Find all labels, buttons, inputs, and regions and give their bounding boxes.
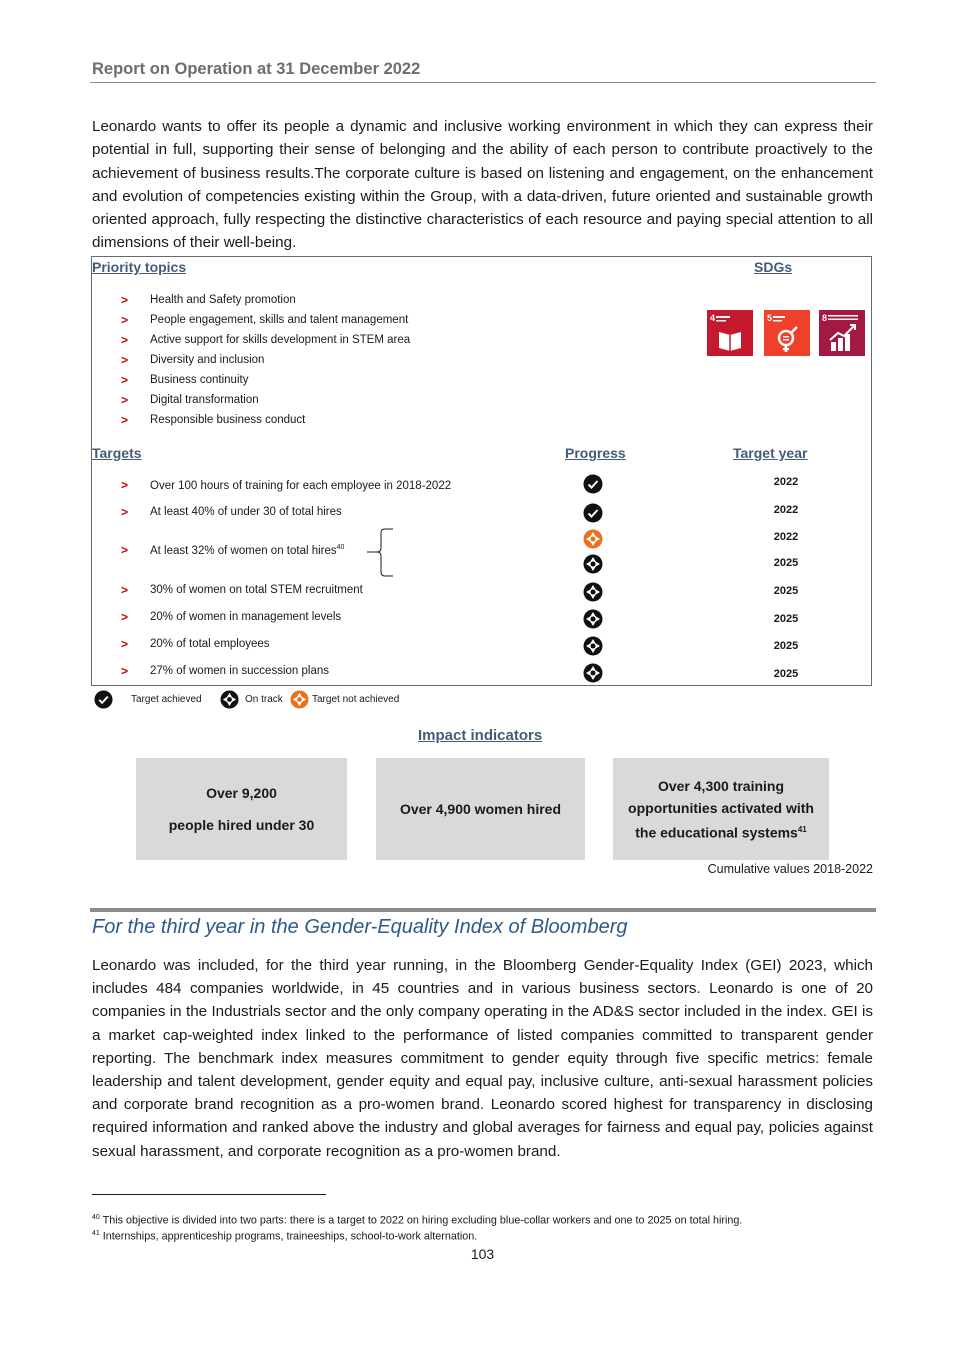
footnote-ref: 40 <box>336 544 345 551</box>
target-item: 27% of women in succession plans <box>150 665 329 677</box>
target-item: At least 40% of under 30 of total hires <box>150 506 342 518</box>
priority-topic-item: People engagement, skills and talent management <box>150 314 409 326</box>
target-item: 30% of women on total STEM recruitment <box>150 584 363 596</box>
target-achieved-icon <box>583 474 603 499</box>
chevron-icon: > <box>121 393 129 407</box>
svg-text:8: 8 <box>822 313 828 323</box>
page-number: 103 <box>470 1246 495 1262</box>
priority-topic-item: Health and Safety promotion <box>150 294 296 306</box>
target-year-value: 2025 <box>773 640 799 652</box>
footnote-ref: 41 <box>797 824 807 834</box>
priority-topic-item: Responsible business conduct <box>150 414 306 426</box>
impact-card-value: Over 4,900 women hired <box>399 801 562 817</box>
target-year-heading: Target year <box>733 445 808 461</box>
target-achieved-icon <box>583 503 603 528</box>
target-not-achieved-icon <box>583 529 603 554</box>
impact-card-label: opportunities activated with <box>628 799 814 816</box>
on-track-icon <box>583 582 603 607</box>
cumulative-note: Cumulative values 2018-2022 <box>707 862 873 876</box>
sdg-8-decent-work-icon <box>819 310 865 356</box>
target-year-value: 2025 <box>773 557 799 569</box>
chevron-icon: > <box>121 333 129 347</box>
chevron-icon: > <box>121 637 129 651</box>
svg-text:4: 4 <box>710 313 716 323</box>
target-year-value: 2022 <box>773 476 799 488</box>
intro-paragraph: Leonardo wants to offer its people a dynamic and inclusive working environment in which they can express their potential in full, supporting their sense of belonging and the ability of each person to contribute proactively to the achievement of business results.The corporate culture is based on listening and engagement, on the enhancement and evolution of competencies existing within the Group, with a data-driven, future oriented and sustainable growth oriented approach, fully respecting the distinctive characteristics of each resource and paying special attention to all dimensions of their well-being. <box>92 118 873 252</box>
priority-topic-item: Business continuity <box>150 374 249 386</box>
sdg-5-gender-equality-icon <box>764 310 810 356</box>
sdg-4-quality-education-icon <box>707 310 753 356</box>
target-year-value: 2022 <box>773 531 799 543</box>
chevron-icon: > <box>121 505 129 519</box>
section-divider <box>90 908 876 912</box>
chevron-icon: > <box>121 478 129 492</box>
split-bracket <box>367 528 397 583</box>
legend-achieved-label: Target achieved <box>131 694 202 705</box>
footnote-40 <box>92 1214 742 1227</box>
chevron-icon: > <box>121 313 129 327</box>
target-item: 20% of women in management levels <box>150 611 342 623</box>
page-header-title: Report on Operation at 31 December 2022 <box>92 60 421 78</box>
target-year-value: 2025 <box>773 668 799 680</box>
priority-topic-item: Digital transformation <box>150 394 259 406</box>
impact-indicators-heading: Impact indicators <box>418 727 543 744</box>
priority-topics-heading: Priority topics <box>92 259 187 275</box>
priority-topic-item: Diversity and inclusion <box>150 354 265 366</box>
chevron-icon: > <box>121 373 129 387</box>
impact-card-label: the educational systems <box>635 824 798 841</box>
impact-card-label: people hired under 30 <box>168 817 315 833</box>
impact-card-hired-under-30 <box>136 758 347 860</box>
sdgs-heading: SDGs <box>754 259 793 275</box>
svg-text:5: 5 <box>767 313 773 323</box>
on-track-icon <box>583 609 603 634</box>
target-item: Over 100 hours of training for each employee in 2018-2022 <box>150 480 452 492</box>
footnote-text: Internships, apprenticeship programs, traineeships, school-to-work alternation. <box>99 1230 478 1243</box>
priority-topic-item: Active support for skills development in STEM area <box>150 334 411 346</box>
legend-not-achieved-label: Target not achieved <box>312 694 400 705</box>
legend-on-track-label: On track <box>245 694 283 705</box>
chevron-icon: > <box>121 543 129 557</box>
on-track-icon <box>583 636 603 661</box>
footnote-mark: 40 <box>92 1214 100 1221</box>
target-item-text: At least 32% of women on total hires <box>150 544 337 557</box>
progress-heading: Progress <box>565 445 626 461</box>
targets-heading: Targets <box>92 445 142 461</box>
chevron-icon: > <box>121 293 129 307</box>
impact-card-value: Over 4,300 training <box>657 777 785 794</box>
target-item <box>150 544 344 557</box>
footnote-mark: 41 <box>92 1230 100 1237</box>
target-year-value: 2025 <box>773 585 799 597</box>
chevron-icon: > <box>121 353 129 367</box>
footnote-41 <box>92 1230 477 1243</box>
chevron-icon: > <box>121 610 129 624</box>
chevron-icon: > <box>121 413 129 427</box>
on-track-icon <box>220 690 239 714</box>
target-year-value: 2025 <box>773 613 799 625</box>
target-item: 20% of total employees <box>150 638 270 650</box>
impact-card-women-hired <box>376 758 585 860</box>
target-not-achieved-icon <box>290 690 309 714</box>
impact-card-training-opportunities <box>613 758 829 860</box>
section-body: Leonardo was included, for the third year running, in the Bloomberg Gender-Equality Index (GEI) 2023, which includes 484 companies worldwide, in 45 countries and in various business sectors. Leonardo is one of 20 companies in the Industrials sector and the only company operating in the AD&S sector included in the index. GEI is a market cap-weighted index linked to the performance of listed companies committed to transparent gender reporting. The benchmark index measures commitment to gender equity through five specific metrics: female leadership and talent development, gender equity and equal pay, inclusive culture, anti-sexual harassment policies and corporate brand recognition as a pro-women brand. Leonardo scored highest for transparency in disclosing required information and ranked above the industry and global averages for fairness and equal pay, policies against sexual harassment, and corporate recognition as a pro-women brand. <box>92 957 873 1160</box>
header-divider <box>90 82 876 83</box>
chevron-icon: > <box>121 664 129 678</box>
impact-card-value: Over 9,200 <box>206 785 277 801</box>
footnote-divider <box>92 1194 326 1195</box>
on-track-icon <box>583 554 603 579</box>
target-year-value: 2022 <box>773 504 799 516</box>
section-title: For the third year in the Gender-Equality Index of Bloomberg <box>92 916 628 938</box>
footnote-text: This objective is divided into two parts: there is a target to 2022 on hiring excluding blue-collar workers and one to 2025 on total hiring. <box>99 1214 743 1227</box>
chevron-icon: > <box>121 583 129 597</box>
on-track-icon <box>583 663 603 688</box>
target-achieved-icon <box>94 690 113 714</box>
